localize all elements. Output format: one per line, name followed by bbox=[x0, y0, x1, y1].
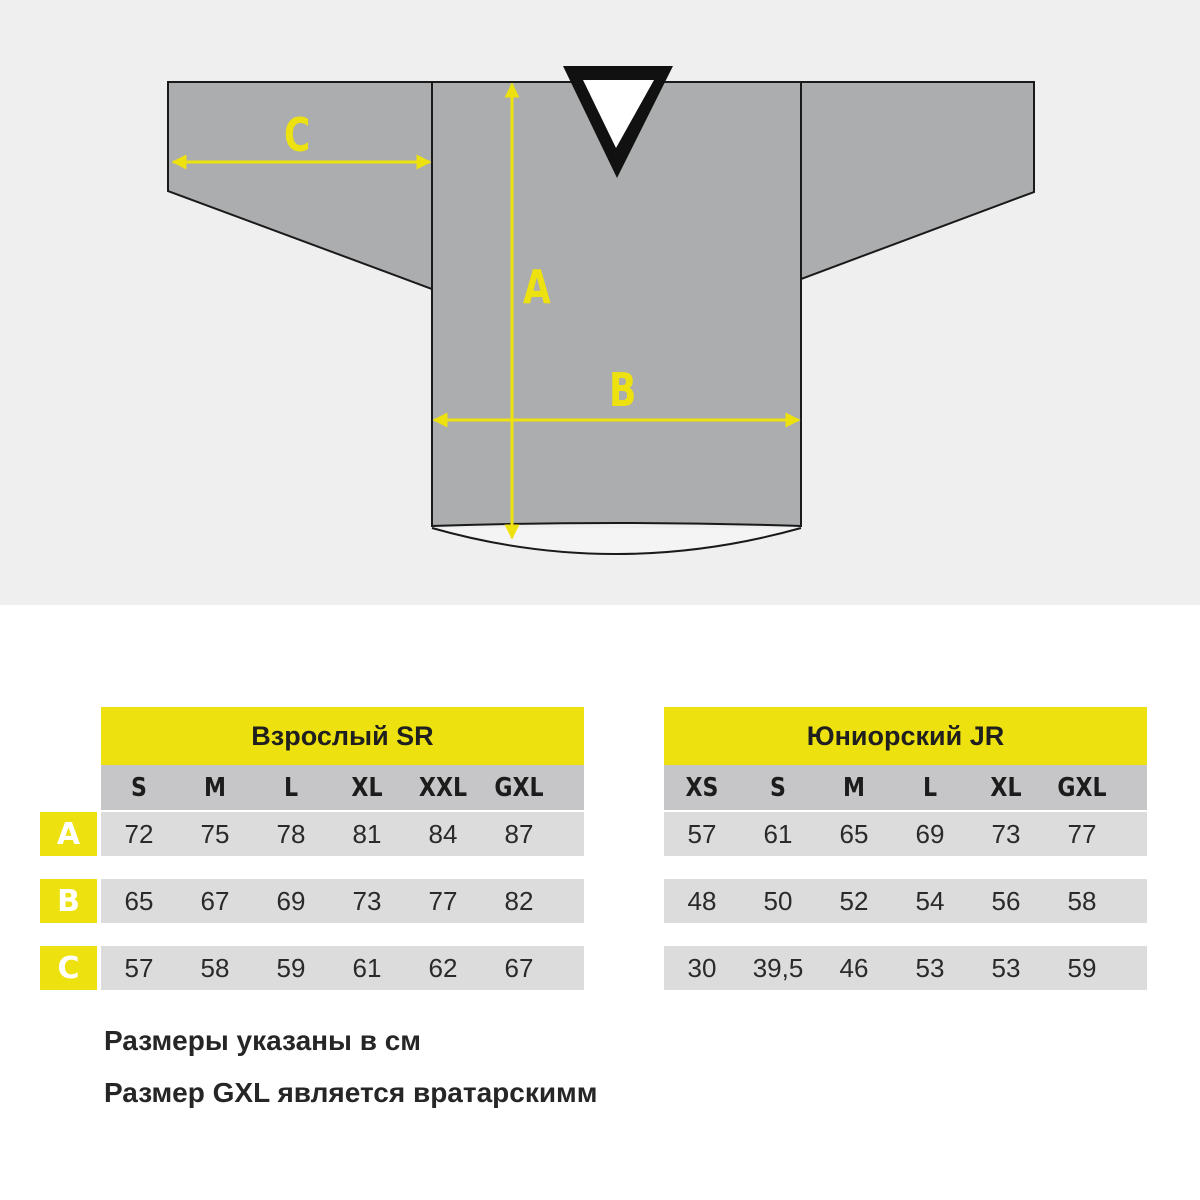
size-header-cell: XL bbox=[351, 772, 383, 803]
table-cell: 50 bbox=[763, 885, 793, 916]
senior-row-c bbox=[101, 946, 584, 990]
size-header-cell: M bbox=[204, 772, 226, 803]
table-cell: 61 bbox=[352, 952, 382, 983]
table-cell: 72 bbox=[124, 818, 154, 849]
senior-table-title: Взрослый SR bbox=[101, 707, 584, 765]
senior-row-b bbox=[101, 879, 584, 923]
measure-b-label: B bbox=[609, 363, 637, 417]
table-cell: 57 bbox=[687, 818, 717, 849]
table-cell: 65 bbox=[124, 885, 154, 916]
size-header-cell: S bbox=[770, 772, 786, 803]
table-cell: 73 bbox=[352, 885, 382, 916]
senior-sizes-header bbox=[101, 765, 584, 810]
table-cell: 59 bbox=[1067, 952, 1097, 983]
table-cell: 48 bbox=[687, 885, 717, 916]
jersey-hem bbox=[432, 528, 801, 554]
size-header-cell: L bbox=[922, 772, 938, 803]
table-cell: 73 bbox=[991, 818, 1021, 849]
table-cell: 65 bbox=[839, 818, 869, 849]
table-cell: 58 bbox=[1067, 885, 1097, 916]
table-cell: 77 bbox=[1067, 818, 1097, 849]
size-header-cell: GXL bbox=[494, 772, 544, 803]
table-cell: 59 bbox=[276, 952, 306, 983]
right-sleeve bbox=[801, 82, 1034, 279]
table-cell: 53 bbox=[915, 952, 945, 983]
row-label-a: A bbox=[40, 812, 97, 856]
table-cell: 58 bbox=[200, 952, 230, 983]
size-header-cell: L bbox=[283, 772, 299, 803]
measure-c-label: C bbox=[284, 108, 311, 162]
senior-row-a bbox=[101, 812, 584, 856]
table-cell: 61 bbox=[763, 818, 793, 849]
size-header-cell: XL bbox=[990, 772, 1022, 803]
table-cell: 87 bbox=[504, 818, 534, 849]
table-cell: 81 bbox=[352, 818, 382, 849]
row-label-b: B bbox=[40, 879, 97, 923]
table-cell: 39,5 bbox=[752, 952, 804, 983]
measure-a-label: A bbox=[523, 260, 551, 314]
table-cell: 57 bbox=[124, 952, 154, 983]
junior-size-table bbox=[664, 707, 1147, 983]
table-cell: 69 bbox=[915, 818, 945, 849]
table-cell: 82 bbox=[504, 885, 534, 916]
junior-row-c bbox=[664, 946, 1147, 990]
junior-table-title: Юниорский JR bbox=[664, 707, 1147, 765]
units-note: Размеры указаны в см bbox=[104, 1025, 422, 1056]
size-header-cell: S bbox=[131, 772, 147, 803]
table-cell: 69 bbox=[276, 885, 306, 916]
table-cell: 84 bbox=[428, 818, 458, 849]
size-header-cell: M bbox=[843, 772, 865, 803]
goalie-size-note: Размер GXL является вратарскимм bbox=[104, 1077, 598, 1108]
table-cell: 67 bbox=[200, 885, 230, 916]
junior-sizes-header bbox=[664, 765, 1147, 810]
table-cell: 53 bbox=[991, 952, 1021, 983]
table-cell: 46 bbox=[839, 952, 869, 983]
table-cell: 67 bbox=[504, 952, 534, 983]
table-cell: 30 bbox=[687, 952, 717, 983]
junior-row-b bbox=[664, 879, 1147, 923]
table-cell: 78 bbox=[276, 818, 306, 849]
size-header-cell: XS bbox=[685, 772, 719, 803]
table-cell: 54 bbox=[915, 885, 945, 916]
table-cell: 62 bbox=[428, 952, 458, 983]
table-cell: 77 bbox=[428, 885, 458, 916]
size-header-cell: GXL bbox=[1057, 772, 1107, 803]
table-cell: 75 bbox=[200, 818, 230, 849]
table-cell: 56 bbox=[991, 885, 1021, 916]
size-header-cell: XXL bbox=[418, 772, 468, 803]
senior-size-table bbox=[101, 707, 584, 983]
table-cell: 52 bbox=[839, 885, 869, 916]
row-label-c: C bbox=[40, 946, 97, 990]
junior-row-a bbox=[664, 812, 1147, 856]
